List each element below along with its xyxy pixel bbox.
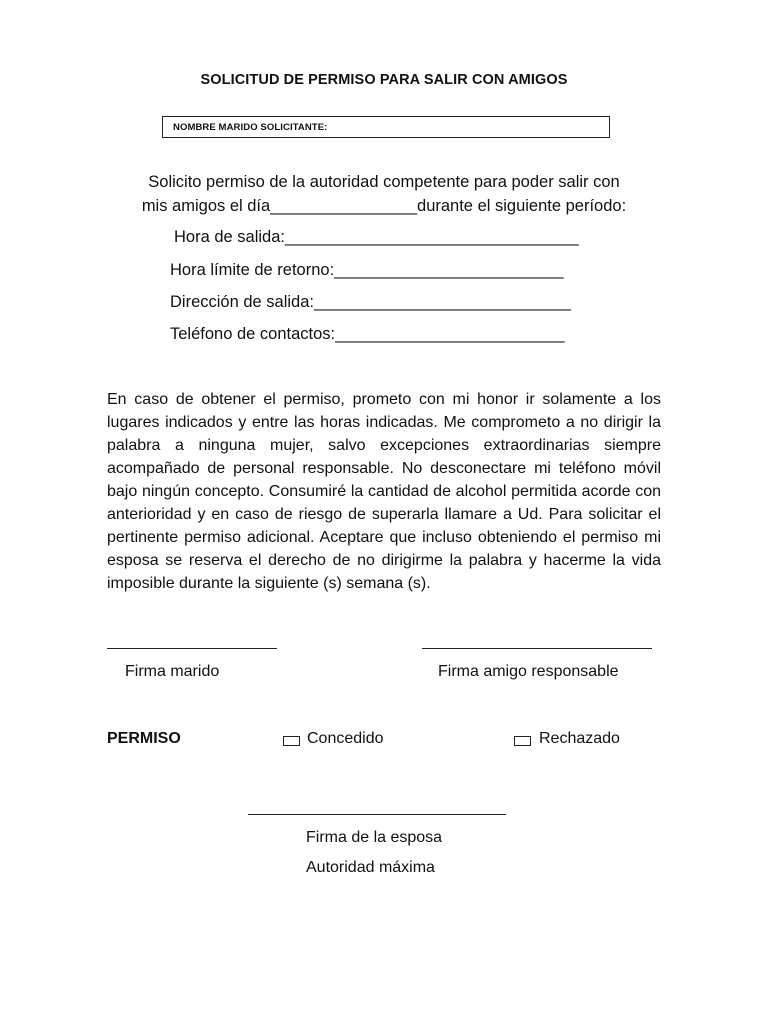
permiso-label: PERMISO [107, 730, 181, 747]
wife-signature-line [248, 814, 506, 815]
commitment-paragraph: En caso de obtener el permiso, prometo con mi honor ir solamente a los lugares indicados y entre las horas indicadas. Me comprometo a no dirigir la palabra a ninguna mujer, salvo excepciones extraordinarias siempre acompañado de personal responsable. No desconectare mi teléfono móvil bajo ningún concepto. Consumiré la cantidad de alcohol permitida acorde con anterioridad y en caso de riesgo de superarla llamare a Ud. Para solicitar el pertinente permiso adicional. Aceptare que incluso obteniendo el permiso mi esposa se reserva el derecho de no dirigirme la palabra y hacerme la vida imposible durante la siguiente (s) semana (s). [107, 391, 661, 592]
return-time-field: Hora límite de retorno:_________________________ [170, 261, 564, 279]
departure-time-field: Hora de salida:________________________________ [174, 228, 579, 246]
husband-signature-label: Firma marido [125, 663, 220, 680]
husband-name-field[interactable] [162, 116, 610, 138]
rejected-checkbox[interactable] [514, 736, 531, 746]
rejected-label: Rechazado [539, 730, 620, 747]
authority-label: Autoridad máxima [306, 859, 435, 876]
husband-signature-line [107, 648, 277, 649]
granted-checkbox[interactable] [283, 736, 300, 746]
friend-signature-line [422, 648, 652, 649]
intro-text [0, 170, 768, 218]
husband-name-label: NOMBRE MARIDO SOLICITANTE: [173, 122, 328, 133]
departure-address-field: Dirección de salida:____________________________ [170, 293, 571, 311]
contact-phone-field: Teléfono de contactos:_________________________ [170, 325, 565, 343]
wife-signature-label: Firma de la esposa [306, 829, 443, 846]
granted-label: Concedido [307, 730, 384, 747]
document-title: SOLICITUD DE PERMISO PARA SALIR CON AMIGOS [200, 72, 568, 88]
friend-signature-label: Firma amigo responsable [438, 663, 619, 680]
intro-line-2: mis amigos el día________________durante el siguiente período: [141, 197, 627, 215]
intro-line-1: Solicito permiso de la autoridad competente para poder salir con [148, 173, 620, 191]
